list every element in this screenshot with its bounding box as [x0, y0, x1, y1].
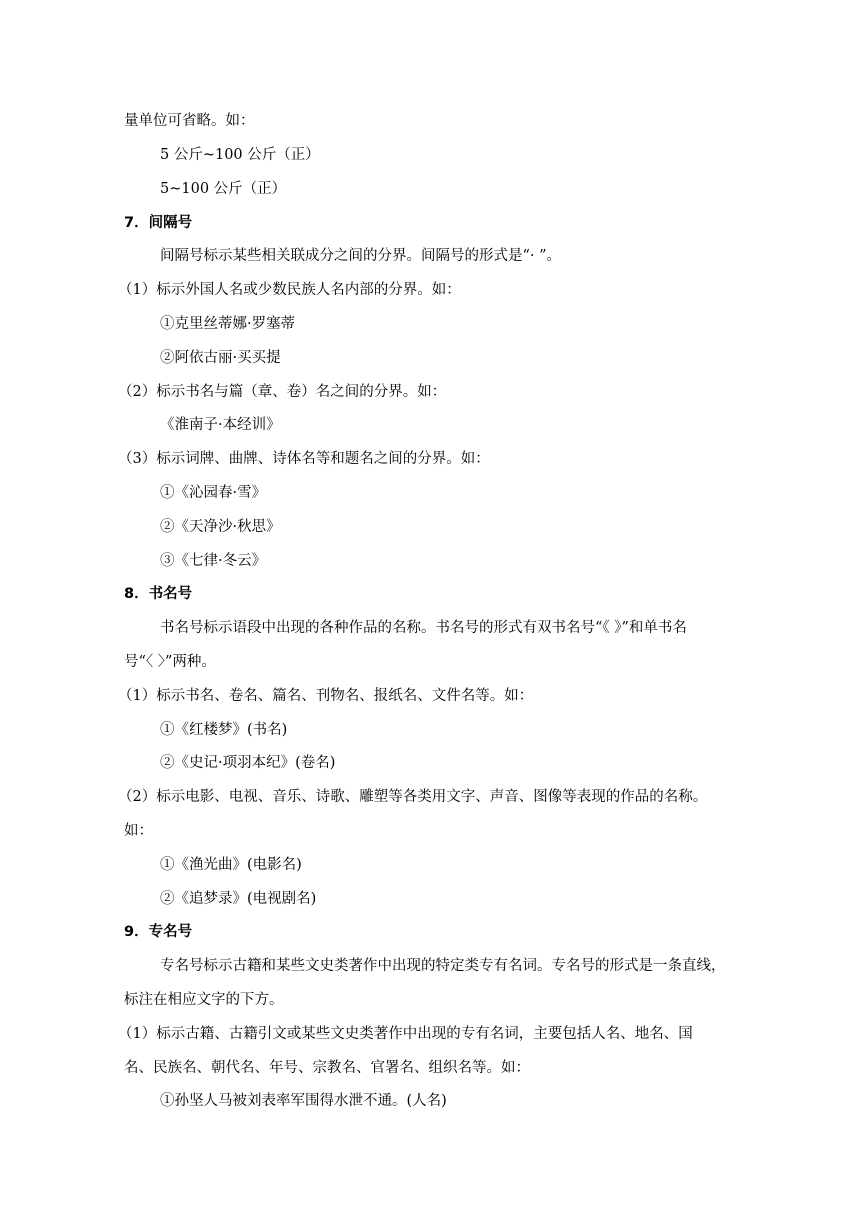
example-line: ①《沁园春·雪》: [160, 485, 267, 501]
subsection-line: （3）标示词牌、曲牌、诗体名等和题名之间的分界。如：: [118, 451, 490, 467]
section-heading: 7．间隔号: [124, 215, 193, 231]
paragraph-line: 量单位可省略。如：: [124, 113, 255, 129]
example-line: ②《史记·项羽本纪》(卷名): [160, 755, 336, 771]
paragraph-line: 间隔号标示某些相关联成分之间的分界。间隔号的形式是“· ”。: [160, 248, 562, 264]
subsection-line: （2）标示书名与篇（章、卷）名之间的分界。如：: [118, 384, 447, 400]
example-line: ①《渔光曲》(电影名): [160, 857, 302, 873]
example-line: 5 公斤~100 公斤（正）: [160, 147, 320, 163]
subsection-line: （1）标示外国人名或少数民族人名内部的分界。如：: [118, 282, 461, 298]
example-line: ①《红楼梦》(书名): [160, 722, 288, 738]
example-line: ②《天净沙·秋思》: [160, 519, 281, 535]
paragraph-line: 号“〈 〉”两种。: [124, 654, 216, 670]
example-line: ①孙坚人马被刘表率军围得水泄不通。(人名): [160, 1093, 447, 1109]
paragraph-line: 书名号标示语段中出现的各种作品的名称。书名号的形式有双书名号“《 》”和单书名: [160, 620, 687, 636]
section-heading: 8．书名号: [124, 586, 193, 602]
subsection-line: （2）标示电影、电视、音乐、诗歌、雕塑等各类用文字、声音、图像等表现的作品的名称。: [118, 789, 708, 805]
example-line: ③《七律·冬云》: [160, 553, 267, 569]
example-line: ②阿依古丽·买买提: [160, 350, 281, 366]
example-line: 5~100 公斤（正）: [160, 181, 287, 197]
example-line: ②《追梦录》(电视剧名): [160, 891, 317, 907]
paragraph-line: 专名号标示古籍和某些文史类著作中出现的特定类专有名词。专名号的形式是一条直线，: [160, 958, 726, 974]
subsection-line: （1）标示书名、卷名、篇名、刊物名、报纸名、文件名等。如：: [118, 688, 534, 704]
example-line: 《淮南子·本经训》: [160, 417, 281, 433]
paragraph-line: 名、民族名、朝代名、年号、宗教名、官署名、组织名等。如：: [124, 1060, 530, 1076]
paragraph-line: 如：: [124, 823, 153, 839]
paragraph-line: 标注在相应文字的下方。: [124, 992, 284, 1008]
section-heading: 9．专名号: [124, 924, 193, 940]
example-line: ①克里丝蒂娜·罗塞蒂: [160, 316, 296, 332]
subsection-line: （1）标示古籍、古籍引文或某些文史类著作中出现的专有名词，主要包括人名、地名、国: [118, 1026, 693, 1042]
